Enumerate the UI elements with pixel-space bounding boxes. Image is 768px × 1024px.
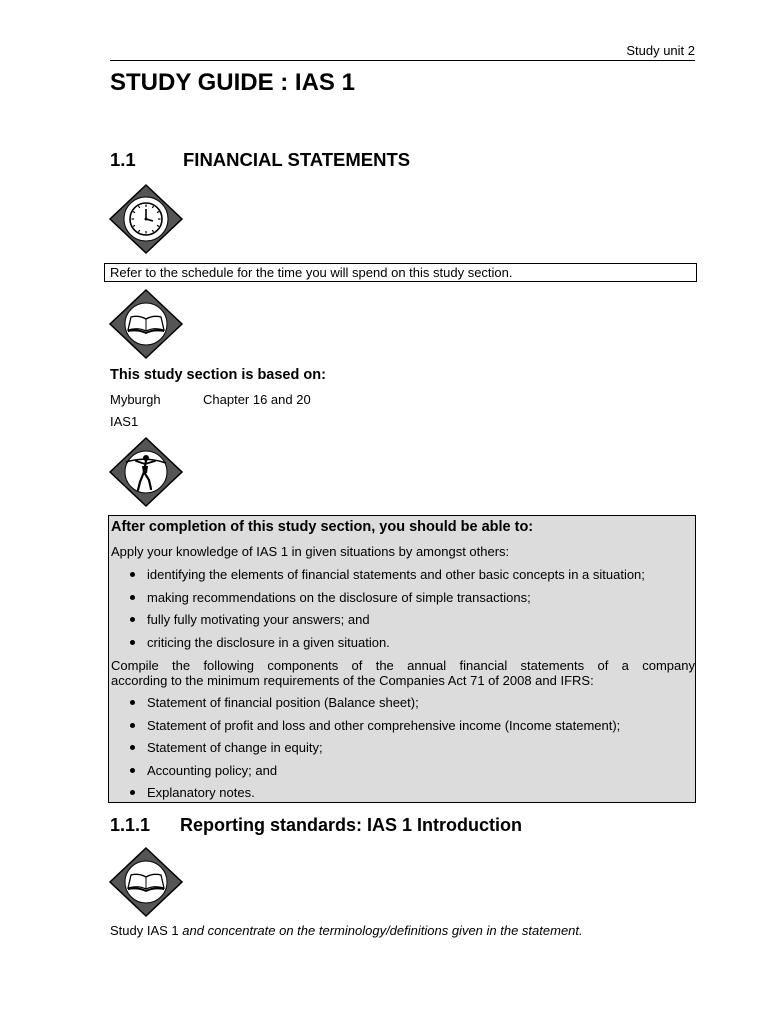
study-instruction [110, 922, 583, 940]
subsection-heading [110, 813, 522, 837]
outcomes-heading: After completion of this study section, you should be able to: [111, 519, 534, 535]
section-number: 1.1 [110, 149, 136, 170]
document-title: STUDY GUIDE : IAS 1 [110, 69, 355, 96]
study-instruction-italic: and concentrate on the terminology/definitions given in the statement. [182, 923, 583, 938]
list-item: Explanatory notes. [109, 784, 620, 807]
based-on-heading: This study section is based on: [110, 367, 326, 383]
learning-outcomes-box [108, 515, 696, 803]
subsection-title: Reporting standards: IAS 1 Introduction [180, 815, 523, 835]
outcomes-intro: Apply your knowledge of IAS 1 in given situations by amongst others: [111, 544, 510, 559]
running-head: Study unit 2 [110, 42, 695, 61]
outcomes-compile-line: according to the minimum requirements of the Companies Act 71 of 2008 and IFRS: [111, 673, 594, 688]
athlete-icon [108, 436, 184, 508]
book-icon [108, 846, 184, 918]
list-item: criticing the disclosure in a given situation. [109, 634, 645, 657]
source-name: Myburgh [110, 392, 161, 407]
outcomes-list-apply [109, 566, 645, 656]
list-item: Statement of profit and loss and other comprehensive income (Income statement); [109, 717, 620, 740]
outcomes-compile-line: Compile the following components of the annual financial statements of a company [111, 658, 695, 673]
subsection-number: 1.1.1 [110, 815, 151, 835]
study-instruction-plain: Study IAS 1 [110, 923, 183, 938]
section-heading [110, 147, 410, 173]
source-name: IAS1 [110, 414, 139, 429]
clock-icon [108, 183, 184, 255]
list-item: identifying the elements of financial statements and other basic concepts in a situation; [109, 566, 645, 589]
outcomes-list-compile [109, 694, 620, 807]
list-item: fully fully motivating your answers; and [109, 611, 645, 634]
section-title: FINANCIAL STATEMENTS [183, 149, 411, 170]
list-item: Accounting policy; and [109, 762, 620, 785]
book-icon [108, 288, 184, 360]
source-detail: Chapter 16 and 20 [203, 392, 311, 407]
list-item: making recommendations on the disclosure of simple transactions; [109, 589, 645, 612]
list-item: Statement of change in equity; [109, 739, 620, 762]
list-item: Statement of financial position (Balance sheet); [109, 694, 620, 717]
time-schedule-note: Refer to the schedule for the time you will spend on this study section. [104, 263, 697, 282]
